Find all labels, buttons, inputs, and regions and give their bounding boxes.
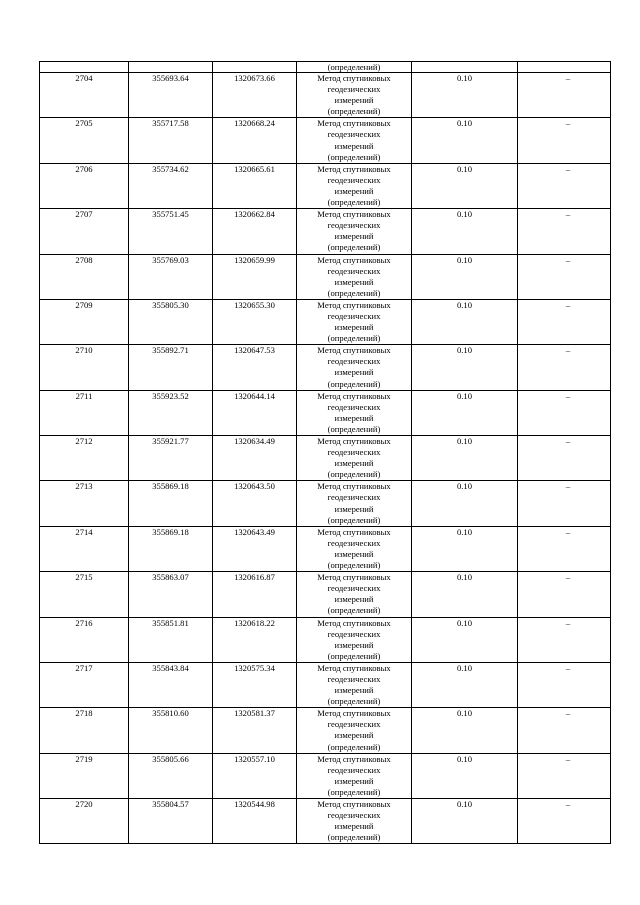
table-row: [40, 118, 611, 163]
method-cell: [297, 299, 412, 344]
method-line: геодезических: [327, 537, 381, 548]
method-line: геодезических: [327, 492, 381, 503]
method-cell: [297, 118, 412, 163]
method-line: геодезических: [327, 310, 381, 321]
point-number-cell: 2704: [40, 73, 129, 118]
method-line: Метод спутниковых: [317, 481, 391, 492]
table-row: [40, 163, 611, 208]
description-cell: –: [518, 481, 611, 526]
method-line: геодезических: [327, 401, 381, 412]
method-cell: [297, 209, 412, 254]
y-coordinate-cell: 1320544.98: [213, 799, 297, 844]
method-line: (определений): [327, 469, 381, 480]
method-line: измерений: [334, 231, 374, 242]
table-row: [40, 572, 611, 617]
method-line: измерений: [334, 639, 374, 650]
table-row: [40, 708, 611, 753]
method-line: геодезических: [327, 220, 381, 231]
point-number-cell: 2717: [40, 662, 129, 707]
cont-num-cell: [40, 62, 129, 73]
y-coordinate-cell: 1320668.24: [213, 118, 297, 163]
method-line: Метод спутниковых: [317, 662, 391, 673]
x-coordinate-cell: 355804.57: [129, 799, 213, 844]
cont-method-cell: (определений): [297, 62, 412, 73]
table-row: [40, 436, 611, 481]
method-line: (определений): [327, 242, 381, 253]
x-coordinate-cell: 355892.71: [129, 345, 213, 390]
x-coordinate-cell: 355851.81: [129, 617, 213, 662]
method-line: Метод спутниковых: [317, 345, 391, 356]
precision-cell: 0.10: [412, 662, 518, 707]
method-line: измерений: [334, 821, 374, 832]
method-cell: [297, 436, 412, 481]
coordinates-table-body: [40, 62, 611, 844]
method-line: измерений: [334, 594, 374, 605]
table-row: [40, 209, 611, 254]
method-line: Метод спутниковых: [317, 617, 391, 628]
precision-cell: 0.10: [412, 572, 518, 617]
method-line: измерений: [334, 322, 374, 333]
y-coordinate-cell: 1320618.22: [213, 617, 297, 662]
y-coordinate-cell: 1320616.87: [213, 572, 297, 617]
description-cell: –: [518, 436, 611, 481]
method-cell: [297, 799, 412, 844]
method-line: измерений: [334, 775, 374, 786]
description-cell: –: [518, 209, 611, 254]
y-coordinate-cell: 1320659.99: [213, 254, 297, 299]
method-line: (определений): [327, 650, 381, 661]
method-cell: [297, 526, 412, 571]
method-line: (определений): [327, 605, 381, 616]
precision-cell: 0.10: [412, 209, 518, 254]
x-coordinate-cell: 355863.07: [129, 572, 213, 617]
y-coordinate-cell: 1320581.37: [213, 708, 297, 753]
method-line: Метод спутниковых: [317, 572, 391, 583]
description-cell: –: [518, 163, 611, 208]
y-coordinate-cell: 1320655.30: [213, 299, 297, 344]
point-number-cell: 2714: [40, 526, 129, 571]
x-coordinate-cell: 355869.18: [129, 481, 213, 526]
method-line: измерений: [334, 185, 374, 196]
method-cell: [297, 708, 412, 753]
x-coordinate-cell: 355769.03: [129, 254, 213, 299]
method-line: Метод спутниковых: [317, 73, 391, 83]
method-line: геодезических: [327, 265, 381, 276]
precision-cell: 0.10: [412, 73, 518, 118]
point-number-cell: 2716: [40, 617, 129, 662]
point-number-cell: 2712: [40, 436, 129, 481]
table-row: [40, 73, 611, 118]
x-coordinate-cell: 355734.62: [129, 163, 213, 208]
method-line: Метод спутниковых: [317, 708, 391, 719]
table-row: [40, 526, 611, 571]
description-cell: –: [518, 526, 611, 571]
point-number-cell: 2718: [40, 708, 129, 753]
method-line: (определений): [327, 560, 381, 571]
x-coordinate-cell: 355693.64: [129, 73, 213, 118]
precision-cell: 0.10: [412, 299, 518, 344]
point-number-cell: 2709: [40, 299, 129, 344]
precision-cell: 0.10: [412, 708, 518, 753]
x-coordinate-cell: 355805.66: [129, 753, 213, 798]
method-line: геодезических: [327, 673, 381, 684]
method-cell: [297, 254, 412, 299]
method-line: Метод спутниковых: [317, 118, 391, 129]
y-coordinate-cell: 1320662.84: [213, 209, 297, 254]
y-coordinate-cell: 1320575.34: [213, 662, 297, 707]
cont-x-cell: [129, 62, 213, 73]
method-line: (определений): [327, 197, 381, 208]
x-coordinate-cell: 355717.58: [129, 118, 213, 163]
y-coordinate-cell: 1320665.61: [213, 163, 297, 208]
point-number-cell: 2705: [40, 118, 129, 163]
continuation-row: [40, 62, 611, 73]
description-cell: –: [518, 572, 611, 617]
description-cell: –: [518, 662, 611, 707]
point-number-cell: 2706: [40, 163, 129, 208]
method-line: Метод спутниковых: [317, 390, 391, 401]
method-line: геодезических: [327, 719, 381, 730]
method-line: геодезических: [327, 129, 381, 140]
precision-cell: 0.10: [412, 753, 518, 798]
point-number-cell: 2707: [40, 209, 129, 254]
method-cell: [297, 163, 412, 208]
y-coordinate-cell: 1320647.53: [213, 345, 297, 390]
table-row: [40, 799, 611, 844]
y-coordinate-cell: 1320643.50: [213, 481, 297, 526]
method-line: измерений: [334, 95, 374, 106]
table-row: [40, 481, 611, 526]
y-coordinate-cell: 1320644.14: [213, 390, 297, 435]
method-line: геодезических: [327, 810, 381, 821]
table-row: [40, 254, 611, 299]
method-line: Метод спутниковых: [317, 799, 391, 809]
description-cell: –: [518, 617, 611, 662]
precision-cell: 0.10: [412, 390, 518, 435]
method-cell: [297, 345, 412, 390]
description-cell: –: [518, 390, 611, 435]
method-line: геодезических: [327, 583, 381, 594]
cont-y-cell: [213, 62, 297, 73]
y-coordinate-cell: 1320634.49: [213, 436, 297, 481]
x-coordinate-cell: 355810.60: [129, 708, 213, 753]
method-line: Метод спутниковых: [317, 753, 391, 764]
precision-cell: 0.10: [412, 254, 518, 299]
coordinates-table: [39, 61, 611, 844]
method-line: Метод спутниковых: [317, 436, 391, 446]
description-cell: –: [518, 118, 611, 163]
method-line: (определений): [327, 514, 381, 525]
method-line: измерений: [334, 140, 374, 151]
method-line: Метод спутниковых: [317, 299, 391, 310]
x-coordinate-cell: 355921.77: [129, 436, 213, 481]
method-line: (определений): [327, 106, 381, 117]
precision-cell: 0.10: [412, 481, 518, 526]
precision-cell: 0.10: [412, 118, 518, 163]
description-cell: –: [518, 254, 611, 299]
method-line: измерений: [334, 730, 374, 741]
method-cell: [297, 73, 412, 118]
x-coordinate-cell: 355923.52: [129, 390, 213, 435]
precision-cell: 0.10: [412, 163, 518, 208]
method-line: геодезических: [327, 628, 381, 639]
method-line: измерений: [334, 276, 374, 287]
table-row: [40, 299, 611, 344]
x-coordinate-cell: 355805.30: [129, 299, 213, 344]
method-line: Метод спутниковых: [317, 526, 391, 537]
point-number-cell: 2720: [40, 799, 129, 844]
table-row: [40, 662, 611, 707]
method-line: Метод спутниковых: [317, 209, 391, 220]
method-line: геодезических: [327, 356, 381, 367]
x-coordinate-cell: 355751.45: [129, 209, 213, 254]
table-row: [40, 345, 611, 390]
cont-precision-cell: [412, 62, 518, 73]
table-row: [40, 617, 611, 662]
method-line: измерений: [334, 503, 374, 514]
method-cell: [297, 662, 412, 707]
method-line: (определений): [327, 378, 381, 389]
method-line: измерений: [334, 548, 374, 559]
method-cell: [297, 572, 412, 617]
description-cell: –: [518, 345, 611, 390]
method-line: Метод спутниковых: [317, 163, 391, 174]
description-cell: –: [518, 799, 611, 844]
method-line: (определений): [327, 741, 381, 752]
point-number-cell: 2708: [40, 254, 129, 299]
point-number-cell: 2710: [40, 345, 129, 390]
method-cell: [297, 481, 412, 526]
method-line: (определений): [327, 786, 381, 797]
method-line: (определений): [327, 423, 381, 434]
description-cell: –: [518, 73, 611, 118]
method-line: измерений: [334, 412, 374, 423]
table-row: [40, 753, 611, 798]
point-number-cell: 2715: [40, 572, 129, 617]
method-line: (определений): [327, 151, 381, 162]
method-cell: [297, 390, 412, 435]
y-coordinate-cell: 1320557.10: [213, 753, 297, 798]
document-page: [39, 61, 610, 844]
precision-cell: 0.10: [412, 526, 518, 571]
x-coordinate-cell: 355869.18: [129, 526, 213, 571]
method-line: измерений: [334, 458, 374, 469]
method-line: геодезических: [327, 174, 381, 185]
method-line: геодезических: [327, 764, 381, 775]
method-line: Метод спутниковых: [317, 254, 391, 265]
method-cell: [297, 753, 412, 798]
point-number-cell: 2719: [40, 753, 129, 798]
method-line: геодезических: [327, 447, 381, 458]
method-cell: [297, 617, 412, 662]
method-line: (определений): [327, 832, 381, 843]
point-number-cell: 2711: [40, 390, 129, 435]
method-line: (определений): [327, 333, 381, 344]
description-cell: –: [518, 753, 611, 798]
precision-cell: 0.10: [412, 617, 518, 662]
method-line: геодезических: [327, 84, 381, 95]
point-number-cell: 2713: [40, 481, 129, 526]
precision-cell: 0.10: [412, 436, 518, 481]
x-coordinate-cell: 355843.84: [129, 662, 213, 707]
method-line: измерений: [334, 685, 374, 696]
method-line: (определений): [327, 696, 381, 707]
cont-desc-cell: [518, 62, 611, 73]
y-coordinate-cell: 1320673.66: [213, 73, 297, 118]
method-line: измерений: [334, 367, 374, 378]
method-line: (определений): [327, 287, 381, 298]
precision-cell: 0.10: [412, 799, 518, 844]
precision-cell: 0.10: [412, 345, 518, 390]
table-row: [40, 390, 611, 435]
description-cell: –: [518, 708, 611, 753]
y-coordinate-cell: 1320643.49: [213, 526, 297, 571]
description-cell: –: [518, 299, 611, 344]
